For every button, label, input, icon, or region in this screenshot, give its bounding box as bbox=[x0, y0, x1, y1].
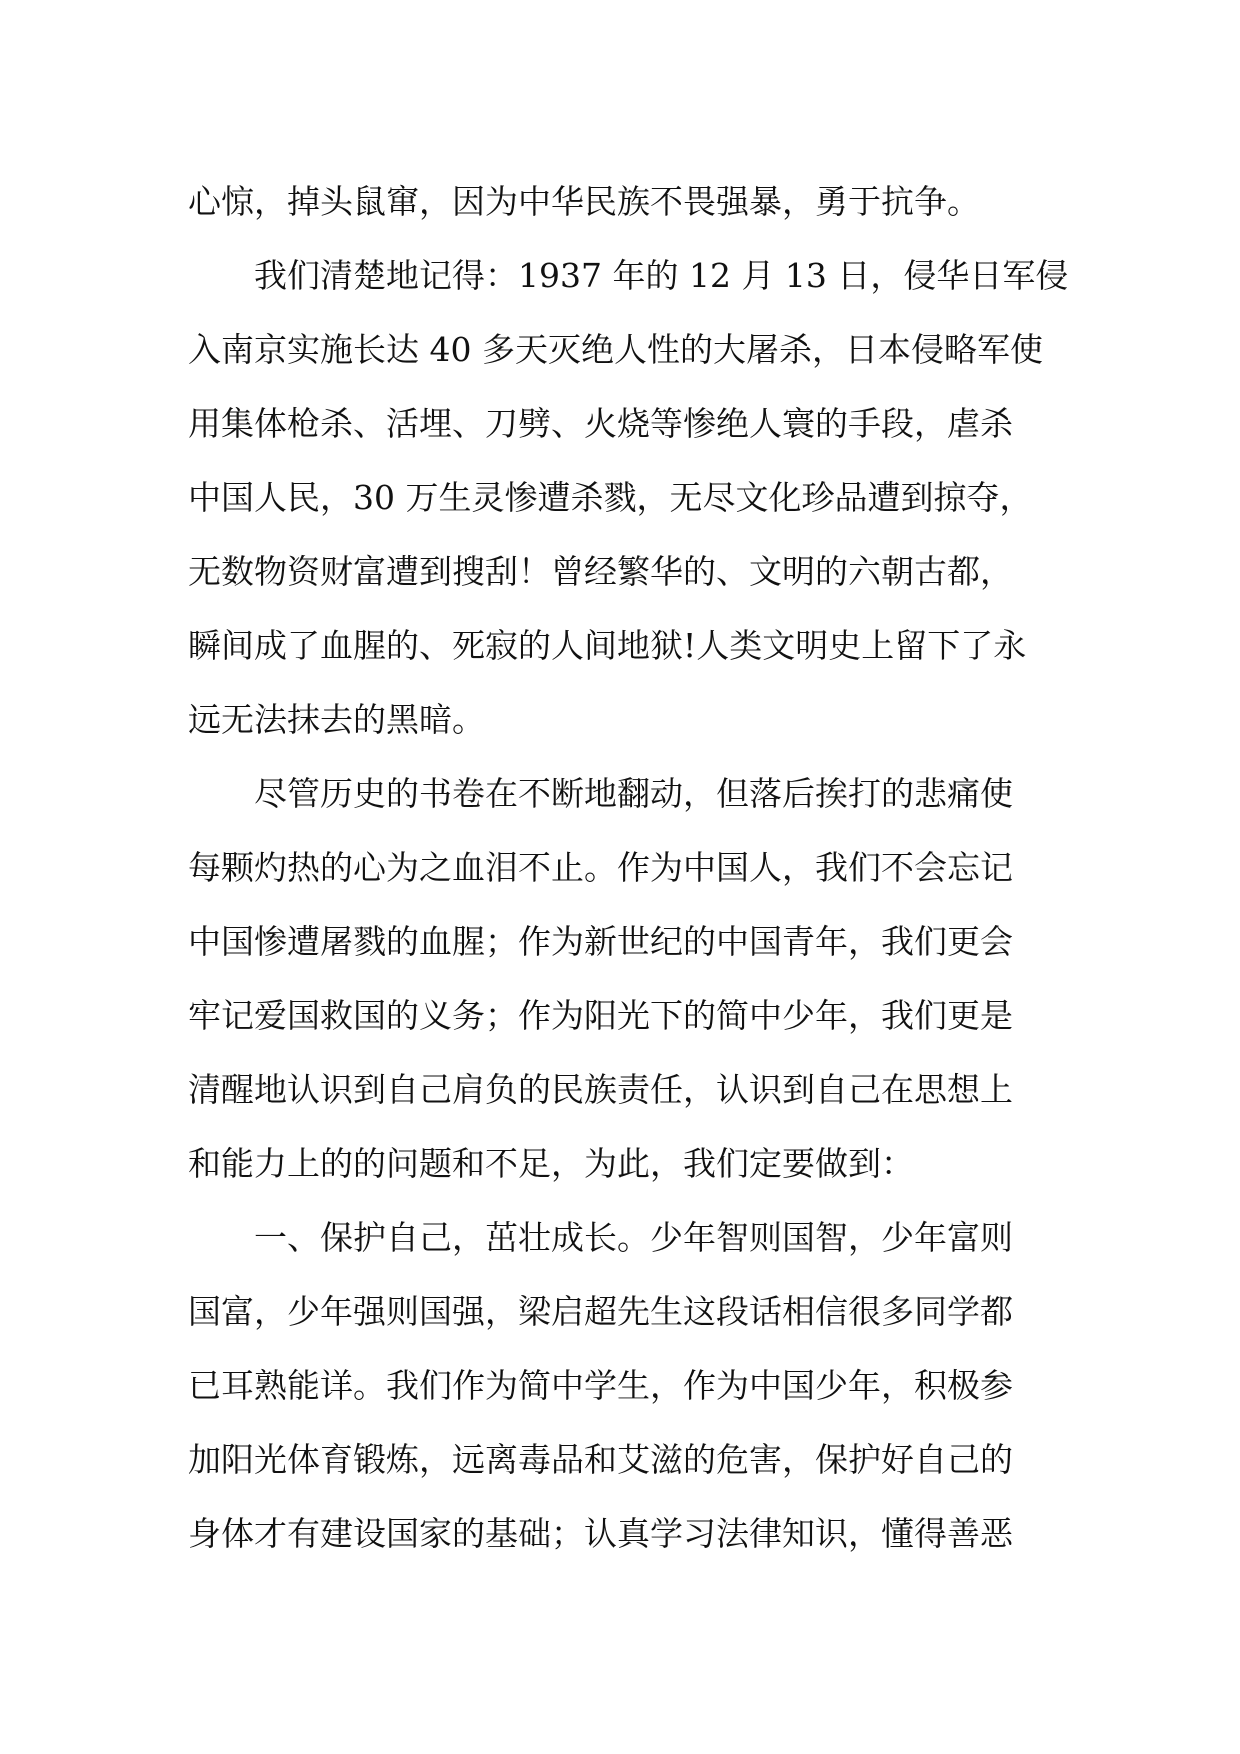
text-line: 入南京实施长达 40 多天灭绝人性的大屠杀，日本侵略军使 bbox=[188, 330, 1043, 369]
paragraph-2 bbox=[188, 239, 1069, 757]
text-line: 清醒地认识到自己肩负的民族责任，认识到自己在思想上 bbox=[188, 1070, 1013, 1109]
text-line: 一、保护自己，茁壮成长。少年智则国智，少年富则 bbox=[254, 1218, 1013, 1257]
document-body bbox=[188, 165, 1069, 1571]
text-line: 瞬间成了血腥的、死寂的人间地狱!人类文明史上留下了永 bbox=[188, 626, 1027, 665]
text-line: 加阳光体育锻炼，远离毒品和艾滋的危害，保护好自己的 bbox=[188, 1440, 1013, 1479]
text-line: 用集体枪杀、活埋、刀劈、火烧等惨绝人寰的手段，虐杀 bbox=[188, 404, 1013, 443]
text-line: 身体才有建设国家的基础；认真学习法律知识，懂得善恶 bbox=[188, 1514, 1013, 1553]
text-line: 远无法抹去的黑暗。 bbox=[188, 700, 485, 739]
paragraph-1 bbox=[188, 165, 1060, 239]
text-line: 已耳熟能详。我们作为简中学生，作为中国少年，积极参 bbox=[188, 1366, 1013, 1405]
text-line: 中国人民，30 万生灵惨遭杀戮，无尽文化珍品遭到掠夺， bbox=[188, 478, 1033, 517]
text-line: 我们清楚地记得：1937 年的 12 月 13 日，侵华日军侵 bbox=[254, 256, 1069, 295]
paragraph-4 bbox=[188, 1201, 1060, 1571]
text-line: 中国惨遭屠戮的血腥；作为新世纪的中国青年，我们更会 bbox=[188, 922, 1013, 961]
text-line: 每颗灼热的心为之血泪不止。作为中国人，我们不会忘记 bbox=[188, 848, 1013, 887]
text-line: 尽管历史的书卷在不断地翻动，但落后挨打的悲痛使 bbox=[254, 774, 1013, 813]
text-line: 心惊，掉头鼠窜，因为中华民族不畏强暴，勇于抗争。 bbox=[188, 182, 980, 221]
paragraph-3 bbox=[188, 757, 1060, 1201]
text-line: 国富，少年强则国强，梁启超先生这段话相信很多同学都 bbox=[188, 1292, 1013, 1331]
text-line: 无数物资财富遭到搜刮！曾经繁华的、文明的六朝古都， bbox=[188, 552, 1013, 591]
text-line: 和能力上的的问题和不足，为此，我们定要做到： bbox=[188, 1144, 914, 1183]
text-line: 牢记爱国救国的义务；作为阳光下的简中少年，我们更是 bbox=[188, 996, 1013, 1035]
